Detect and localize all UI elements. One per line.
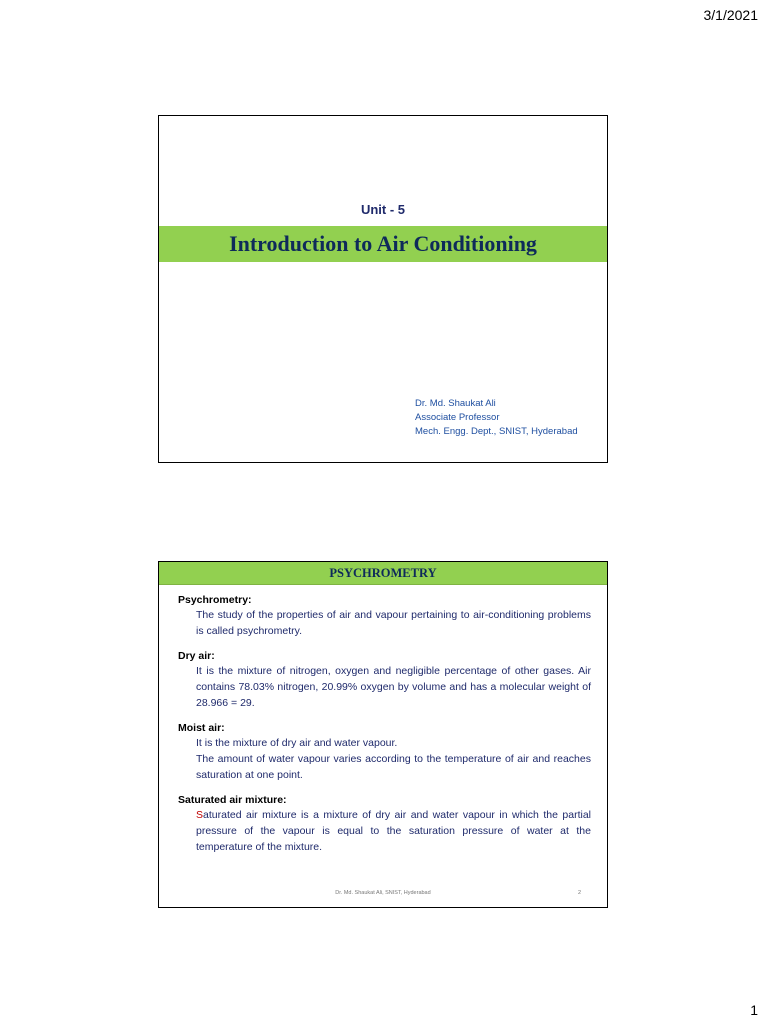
author-block [415, 397, 578, 439]
title-bar [159, 226, 607, 262]
definition-saturated-air [178, 793, 591, 855]
psychrometry-slide [158, 561, 608, 908]
author-department: Mech. Engg. Dept., SNIST, Hyderabad [415, 426, 578, 437]
drop-letter: S [196, 809, 204, 821]
definition-heading: Moist air: [178, 722, 225, 734]
definition-moist-air [178, 721, 591, 783]
definition-text [178, 807, 591, 855]
definition-heading: Saturated air mixture: [178, 794, 287, 806]
definition-heading: Dry air: [178, 650, 215, 662]
slide-content [159, 585, 607, 855]
author-name: Dr. Md. Shaukat Ali [415, 398, 496, 409]
unit-label: Unit - 5 [360, 202, 406, 217]
definition-heading: Psychrometry: [178, 594, 252, 606]
section-header-bar [159, 562, 607, 585]
definition-text: The amount of water vapour varies according to the temperature of air and reaches saturation at one point. [196, 753, 591, 781]
page-number: 1 [750, 1002, 758, 1018]
slide-footer: Dr. Md. Shaukat Ali, SNIST, Hyderabad [335, 890, 431, 896]
definition-text: The study of the properties of air and vapour pertaining to air-conditioning problems is called psychrometry. [196, 609, 591, 637]
slide-number: 2 [577, 890, 581, 896]
definition-text: It is the mixture of dry air and water vapour. [196, 737, 398, 749]
definition-dry-air [178, 649, 591, 711]
definition-text-rest: aturated air mixture is a mixture of dry air and water vapour in which the partial pressure of the vapour is equal to the saturation pressure of water at the temperature of the mixture. [196, 809, 591, 853]
page-date: 3/1/2021 [703, 7, 758, 23]
definition-text: It is the mixture of nitrogen, oxygen and negligible percentage of other gases. Air contains 78.03% nitrogen, 20.99% oxygen by volume and has a molecular weight of 28.966 = 29. [196, 665, 591, 709]
author-position: Associate Professor [415, 412, 500, 423]
section-title: PSYCHROMETRY [329, 565, 437, 580]
title-slide [158, 115, 608, 463]
definition-psychrometry [178, 593, 591, 639]
slide-title: Introduction to Air Conditioning [229, 231, 537, 256]
